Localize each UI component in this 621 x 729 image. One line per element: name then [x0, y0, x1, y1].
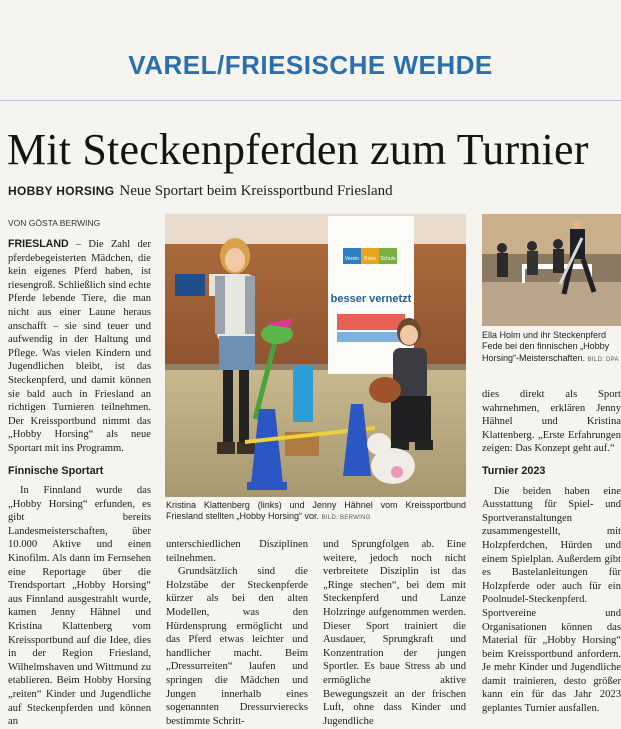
byline: VON GÖSTA BERWING — [8, 218, 101, 228]
article-column-2 — [166, 538, 308, 728]
caption-text: Ella Holm und ihr Steckenpferd Fede bei den finnischen „Hobby Horsing“-Meisterschaften. — [482, 330, 610, 363]
kicker — [8, 183, 393, 200]
banner-title: besser vernetzt — [330, 293, 412, 305]
subhead-turnier-2023: Turnier 2023 — [482, 464, 546, 477]
dateline: FRIESLAND — [8, 238, 69, 250]
intro-paragraph: – Die Zahl der pferdebegeisterten Mädchen, die kein eigenes Pferd haben, ist riesengroß. Schließlich sind echte Pferde lebende Tiere, die man nicht aus einer Laune heraus anschafft – sie sind teuer und aufwendig in der Haltung und Pflege. Was vielen Kindern und Jugendlichen bleibt, ist das Steckenpferd, und damit können sie bald auch in Friesland an richtigen Turnieren teilnehmen. Der Kreissportbund nimmt das „Hobby Horsing“ als neue Sportart mit ins Programm. — [8, 239, 151, 454]
kicker-text: Neue Sportart beim Kreissportbund Friesland — [119, 183, 393, 199]
headline: Mit Steckenpferden zum Turnier — [7, 125, 589, 174]
article-column-3 — [323, 538, 466, 728]
puzzle-word: Verein — [344, 256, 360, 262]
article-column-4 — [482, 388, 621, 716]
paragraph: Die beiden haben eine Ausstattung für Spiel- und Sportveranstaltungen zusammengestellt, mit Holzpferdchen, Hürden und einem Spielplan. Außerdem gibt es Bastelanleitungen für Holzpferde oder auch für ein Poolnudel-Steckenpferd. Sportvereine und Organisationen können das Material für „Hobby Horsing“ beim Kreissportbund anfordern. Je mehr Kinder und Jugendliche damit trainieren, desto größer kann ein für das Jahr 2023 geplantes Turnier ausfallen. — [482, 485, 621, 715]
kicker-label: HOBBY HORSING — [8, 184, 115, 198]
main-photo — [165, 214, 466, 497]
paragraph: Grundsätzlich sind die Holzstäbe der Steckenpferde kürzer als bei den alten Modellen, was den Hürdensprung ermöglicht und das Pferd etwas leichter und handlicher macht. Beim „Dressurreiten“ laufen und springen die Mädchen und Jungen innerhalb eines sogenannten Dressurvierecks bestimmte Schritt- — [166, 566, 308, 727]
photo-credit: BILD: DPA — [587, 356, 619, 363]
caption-text: Kristina Klattenberg (links) und Jenny Hähnel vom Kreissportbund Friesland stellten „Hobby Horsing“ vor. — [166, 500, 466, 522]
paragraph: In Finnland wurde das „Hobby Horsing“ erfunden, es gibt bereits Landesmeisterschaften, über 10.000 Aktive und einen Kinofilm. Als dann im Fernsehen eine Reportage über die Trendsportart „Hobby Horsing“ aus Finnland ausgestrahlt wurde, kamen Jenny Hähnel und Kristina Klattenberg vom Kreissportbund auf die Idee, dies in der Region Friesland, Wilhelmshaven und Wittmund zu etablieren. Beim Hobby Horsing „reiten“ Kinder und Jugendliche auf Steckenpferden und können an — [8, 485, 151, 728]
puzzle-word: Kreis — [364, 256, 376, 262]
secondary-photo-caption — [482, 330, 621, 366]
section-header: VAREL/FRIESISCHE WEHDE — [128, 50, 493, 80]
paragraph: und Sprungfolgen ab. Eine weitere, jedoch noch nicht verbreitete Disziplin ist das „Ringe stechen“, bei dem mit Steckenpferd und Lanze Holzringe aufgenommen werden. Dieser Sport trainiert die Ausdauer, Sprungkraft und Konzentration der jungen Sportler. Es baue Stress ab und ermögliche aktive Bewegungszeit an der frischen Luft, ohne dass Kinder und Jugendliche — [323, 539, 466, 727]
photo-credit: BILD: BERWING — [321, 515, 371, 522]
secondary-photo — [482, 214, 621, 326]
subhead-finnische-sportart: Finnische Sportart — [8, 464, 104, 477]
puzzle-word: Schule — [380, 256, 396, 262]
photo-caption — [166, 500, 466, 525]
paragraph: unterschiedlichen Disziplinen teilnehmen. — [166, 539, 308, 564]
article-column-1 — [8, 238, 151, 729]
section-divider — [0, 100, 621, 101]
paragraph: dies direkt als Sport wahrnehmen, erklären Jenny Hähnel und Kristina Klattenberg. „Erste Erfahrungen zeigen: Das Konzept geht auf.“ — [482, 389, 621, 455]
